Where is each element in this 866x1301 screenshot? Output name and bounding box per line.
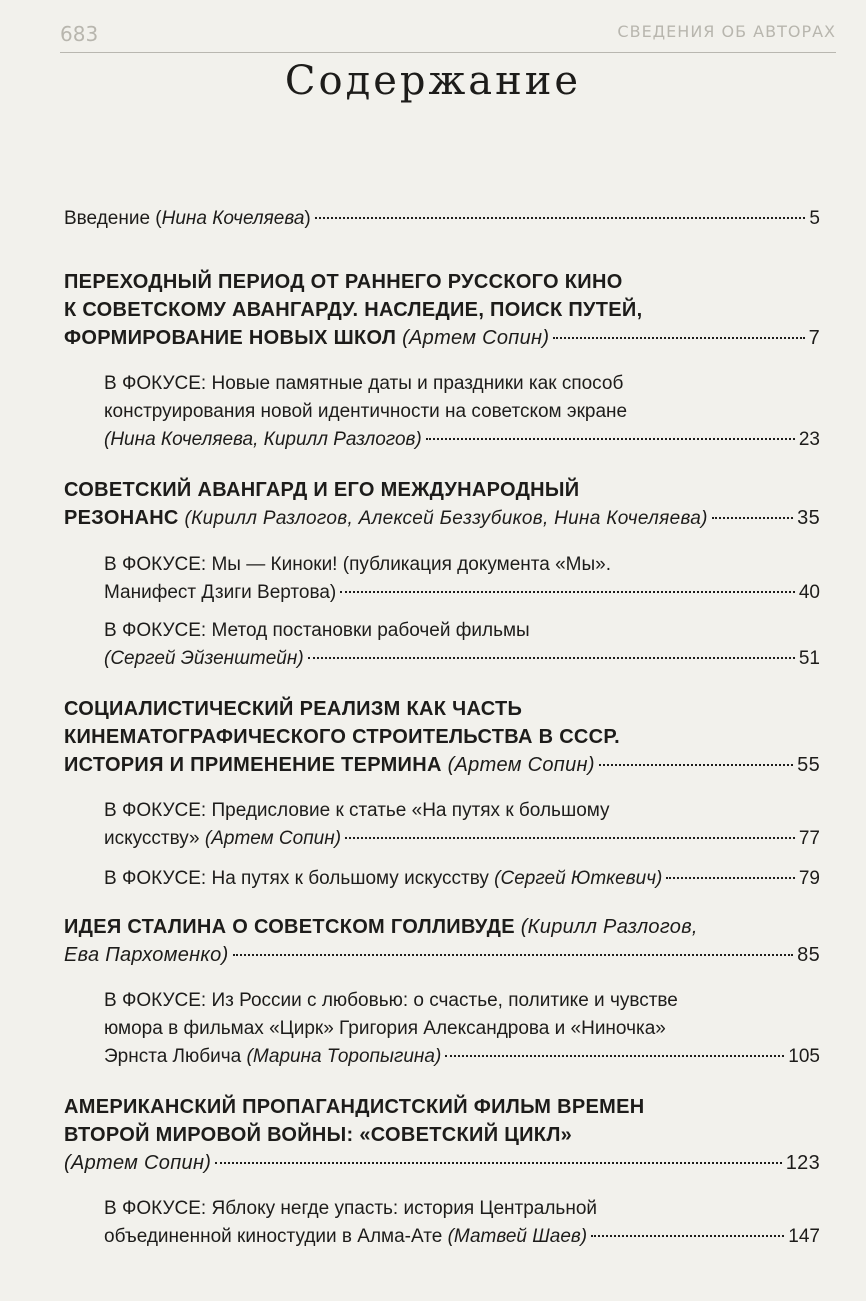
dot-leader (445, 1055, 784, 1057)
dot-leader (426, 438, 795, 440)
toc-section[interactable]: ИДЕЯ СТАЛИНА О СОВЕТСКОМ ГОЛЛИВУДЕ (Кирилл Разлогов, Ева Пархоменко) 85 (64, 913, 820, 969)
dot-leader (712, 517, 793, 519)
table-of-contents (64, 205, 820, 1251)
page-ref: 23 (798, 429, 820, 450)
dot-leader (599, 764, 793, 766)
toc-subentry[interactable]: В ФОКУСЕ: На путях к большому искусству (Сергей Юткевич) 79 (104, 865, 820, 893)
dot-leader (315, 217, 806, 219)
page-ref: 147 (788, 1226, 820, 1247)
page-ref: 51 (798, 648, 820, 669)
page-title: Содержание (284, 58, 582, 104)
toc-section[interactable]: СОЦИАЛИСТИЧЕСКИЙ РЕАЛИЗМ КАК ЧАСТЬ КИНЕМАТОГРАФИЧЕСКОГО СТРОИТЕЛЬСТВА В СССР. ИСТОРИЯ И ПРИМЕНЕНИЕ ТЕРМИНА (Артем Сопин) 55 (64, 695, 820, 779)
page-ref: 35 (797, 507, 820, 529)
dot-leader (666, 877, 794, 879)
dot-leader (553, 337, 804, 339)
dot-leader (308, 657, 795, 659)
dot-leader (233, 954, 794, 956)
toc-section[interactable]: ПЕРЕХОДНЫЙ ПЕРИОД ОТ РАННЕГО РУССКОГО КИНО К СОВЕТСКОМУ АВАНГАРДУ. НАСЛЕДИЕ, ПОИСК ПУТЕЙ, ФОРМИРОВАНИЕ НОВЫХ ШКОЛ (Артем Сопин) 7 (64, 268, 820, 352)
page-ref: 77 (798, 828, 820, 849)
toc-section[interactable]: СОВЕТСКИЙ АВАНГАРД И ЕГО МЕЖДУНАРОДНЫЙ РЕЗОНАНС (Кирилл Разлогов, Алексей Беззубиков, Нина Кочеляева) 35 (64, 476, 820, 533)
toc-subentry[interactable]: В ФОКУСЕ: Из России с любовью: о счастье, политике и чувстве юмора в фильмах «Цирк» Григория Александрова и «Ниночка» Эрнста Любича (Марина Торопыгина) 105 (104, 987, 820, 1071)
toc-subentry[interactable]: В ФОКУСЕ: Новые памятные даты и праздники как способ конструирования новой идентичности на советском экране (Нина Кочеляева, Кирилл Разлогов) 23 (104, 370, 820, 454)
toc-subentry[interactable]: В ФОКУСЕ: Яблоку негде упасть: история Центральной объединенной киностудии в Алма-Ате (Матвей Шаев) 147 (104, 1195, 820, 1251)
dot-leader (215, 1162, 782, 1164)
page-ref: 105 (788, 1046, 820, 1067)
page-ref: 55 (797, 754, 820, 776)
toc-entry[interactable]: Введение (Нина Кочеляева) 5 (64, 205, 820, 232)
toc-subentry[interactable]: В ФОКУСЕ: Метод постановки рабочей фильмы (Сергей Эйзенштейн) 51 (104, 617, 820, 673)
running-title: СВЕДЕНИЯ ОБ АВТОРАХ (617, 22, 836, 41)
page-ref: 7 (808, 327, 820, 349)
page-ref: 85 (797, 944, 820, 966)
dot-leader (591, 1235, 784, 1237)
show-through-running-header (60, 22, 836, 53)
toc-subentry[interactable]: В ФОКУСЕ: Предисловие к статье «На путях к большому искусству» (Артем Сопин) 77 (104, 797, 820, 853)
page-ref: 40 (798, 582, 820, 603)
dot-leader (340, 591, 795, 593)
toc-section[interactable]: АМЕРИКАНСКИЙ ПРОПАГАНДИСТСКИЙ ФИЛЬМ ВРЕМЕН ВТОРОЙ МИРОВОЙ ВОЙНЫ: «СОВЕТСКИЙ ЦИКЛ» (Артем Сопин) 123 (64, 1093, 820, 1177)
page-ref: 79 (798, 868, 820, 889)
page-number: 683 (60, 22, 99, 46)
page-ref: 5 (809, 208, 820, 229)
page-ref: 123 (785, 1152, 820, 1174)
toc-subentry[interactable]: В ФОКУСЕ: Мы — Киноки! (публикация документа «Мы». Манифест Дзиги Вертова) 40 (104, 551, 820, 607)
dot-leader (345, 837, 795, 839)
